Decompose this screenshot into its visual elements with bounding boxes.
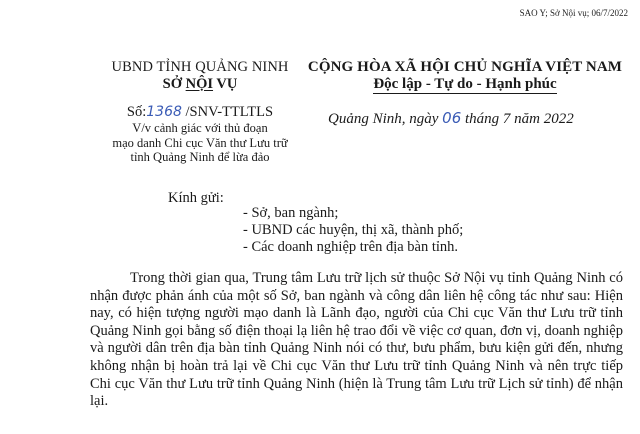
subject-line: tỉnh Quảng Ninh để lừa đảo <box>130 150 270 164</box>
recipient-list <box>243 205 463 256</box>
subject-line: mạo danh Chi cục Văn thư Lưu trữ <box>112 135 288 150</box>
date-suffix: tháng 7 năm 2022 <box>461 111 574 127</box>
issuing-agency-header <box>84 59 316 93</box>
org-name-underlined: NỘI <box>185 76 214 92</box>
organization-name <box>84 76 316 93</box>
nation-title: CỘNG HÒA XÃ HỘI CHỦ NGHĨA VIỆT NAM <box>307 59 623 75</box>
parent-organization: UBND TỈNH QUẢNG NINH <box>111 59 289 75</box>
org-name-suffix: VỤ <box>213 76 238 92</box>
document-number <box>60 103 340 121</box>
motto-text: Độc lập - Tự do - Hạnh phúc <box>373 76 557 92</box>
date-day-handwritten: 06 <box>442 109 462 127</box>
national-header <box>300 59 630 93</box>
document-subject <box>60 121 340 165</box>
national-motto <box>300 76 630 93</box>
copy-stamp: SAO Y; Sở Nội vụ; 06/7/2022 <box>519 8 628 18</box>
body-paragraph: Trong thời gian qua, Trung tâm Lưu trữ lịch sử thuộc Sở Nội vụ tỉnh Quảng Ninh có nhận được phản ánh của một số Sở, ban ngành và công dân liên hệ công tác như sau: Hiện nay, có hiện tượng người mạo danh là Lãnh đạo, người của Chi cục Văn thư Lưu trữ tỉnh Quảng Ninh gọi bằng số điện thoại lạ liên hệ trao đổi về việc cơ quan, đơn vị, doanh nghiệp và người dân trên địa bàn tỉnh Quảng Ninh nói có thư, bưu phẩm, bưu kiện gửi đến, nhưng không nhận bị hoàn trả lại về Chi cục Văn thư Lưu trữ tỉnh Quảng Ninh và nên trực tiếp Chi cục Văn thư Lưu trữ tỉnh Quảng Ninh (hiện là Trung tâm Lưu trữ Lịch sử tỉnh) để nhận lại. <box>90 270 623 410</box>
doc-number-suffix: /SNV-TTLTLS <box>181 104 274 120</box>
org-name-prefix: SỞ <box>162 76 186 92</box>
doc-number-prefix: Số: <box>126 104 147 120</box>
salutation: Kính gửi: <box>168 190 224 206</box>
document-body <box>90 270 623 411</box>
doc-number-handwritten: 1368 <box>146 104 182 120</box>
recipient-item: - Sở, ban ngành; <box>243 205 339 221</box>
date-prefix: Quảng Ninh, ngày <box>328 111 443 127</box>
subject-line: V/v cảnh giác với thủ đoạn <box>132 121 268 135</box>
recipient-item: - Các doanh nghiệp trên địa bàn tỉnh. <box>243 239 459 255</box>
issue-date <box>328 109 574 128</box>
recipient-item: - UBND các huyện, thị xã, thành phố; <box>243 222 464 238</box>
